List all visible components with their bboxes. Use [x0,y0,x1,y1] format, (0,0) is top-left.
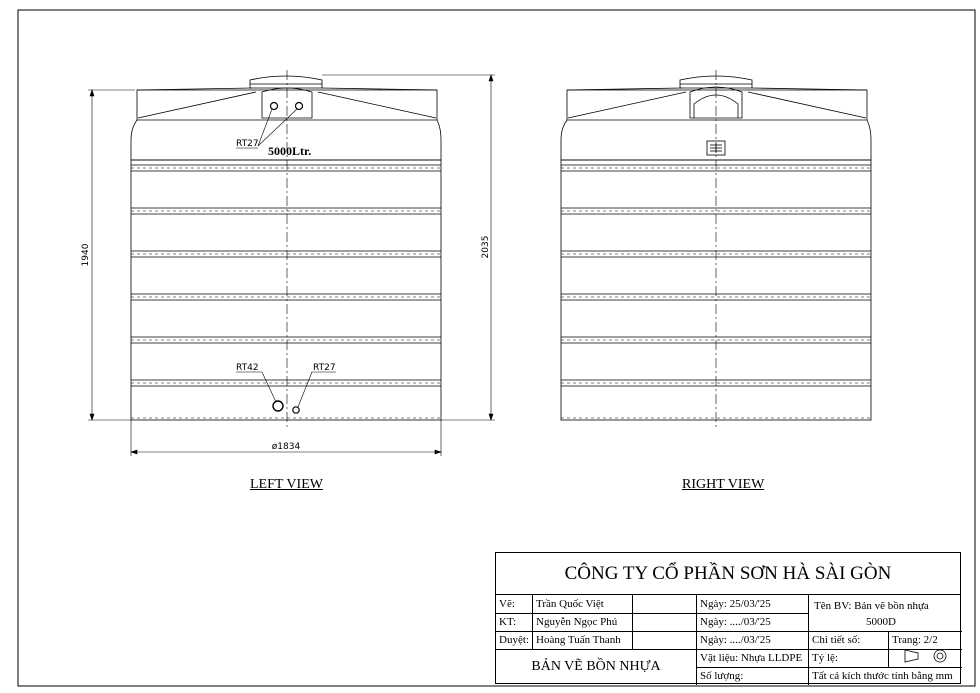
left-rib-hidden [131,168,441,418]
quantity: Số lượng: [700,670,744,682]
company-name: CÔNG TY CỔ PHẦN SƠN HÀ SÀI GÒN [496,553,960,595]
drawer-label: Vẽ: [499,598,515,610]
left-ribs [131,165,441,386]
left-note-bottom-small: RT27 [313,363,336,373]
detail-number: Chi tiết số: [812,634,861,646]
checker-label: KT: [499,616,517,628]
dim-total-height: 2035 [481,235,491,259]
left-top-outlet [271,103,278,110]
page-number: Trang: 2/2 [892,634,938,646]
units-note: Tất cả kích thước tính bằng mm [812,670,953,682]
left-lid [250,76,322,88]
approver-name: Hoàng Tuấn Thanh [536,634,621,646]
left-bottom-outlet-large [273,401,283,411]
dim-diameter: ø1834 [271,442,301,452]
left-dome-line [138,92,256,118]
scale-label: Tỷ lệ: [812,652,838,664]
left-tank-body [131,160,441,420]
left-note-top-outlets: RT27 [236,139,259,149]
right-tank [561,70,871,430]
date-checked: Ngày: ..../03/'25 [700,616,771,628]
date-drawn: Ngày: 25/03/'25 [700,598,771,610]
right-view-label: RIGHT VIEW [682,477,765,492]
left-view-label: LEFT VIEW [250,477,323,492]
left-note-bottom-large: RT42 [236,363,259,373]
left-top-outlet [296,103,303,110]
checker-name: Nguyễn Ngọc Phú [536,616,618,628]
logo-plate-icon [707,141,725,155]
drawer-name: Trần Quốc Việt [536,598,604,610]
drawing-name-2: 5000D [866,616,896,628]
left-bottom-outlet-small [293,407,299,413]
title-block [495,552,961,684]
left-tank [131,70,441,430]
date-approved: Ngày: ..../03/'25 [700,634,771,646]
capacity-label: 5000Ltr. [268,144,312,158]
left-dome-line [318,92,436,118]
dimension-lines [88,75,495,456]
approver-label: Duyệt: [499,634,529,646]
drawing-name-1: Tên BV: Bản vẽ bồn nhựa [814,600,929,612]
material: Vật liệu: Nhựa LLDPE [700,652,803,664]
drawing-title: BẢN VẼ BỒN NHỰA [531,659,661,674]
dim-height: 1940 [81,243,91,267]
